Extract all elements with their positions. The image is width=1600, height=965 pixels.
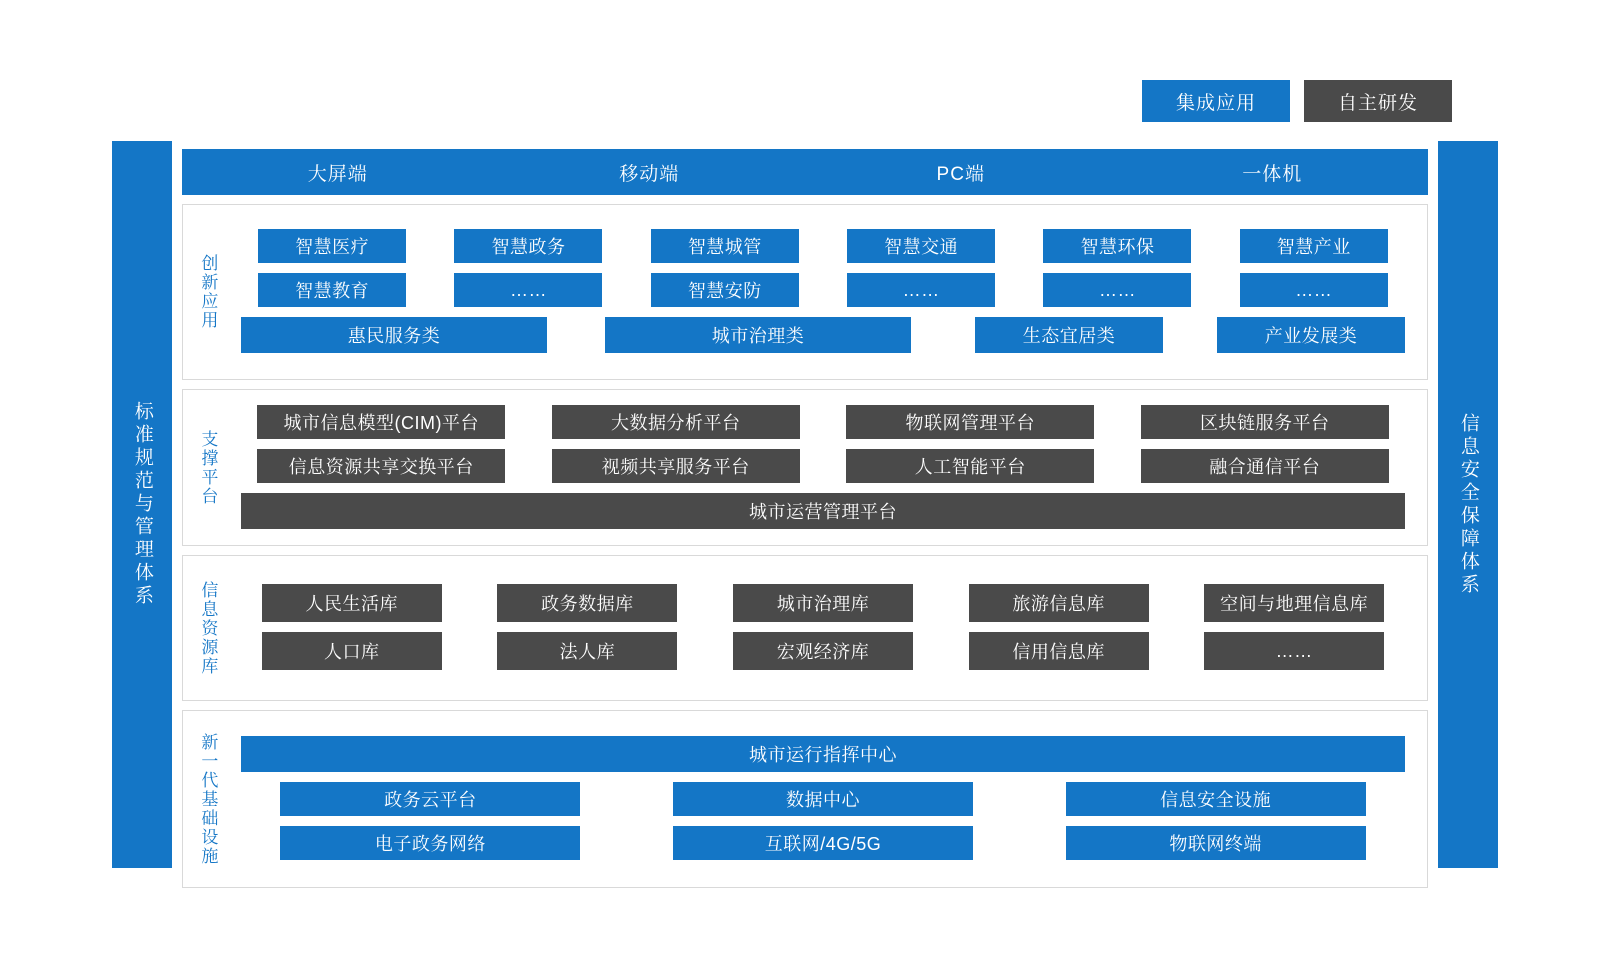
legend-item-self-developed [1304,80,1452,122]
section-innovative-application [182,204,1428,380]
app-smart-healthcare: 智慧医疗 [258,229,406,263]
section-body-information-resource [231,556,1427,700]
terminal-large-screen: 大屏端 [307,163,368,185]
application-cell [437,229,619,263]
application-categories-row [241,317,1405,353]
infrastructure-cell [634,782,1013,816]
left-sidebar-standards [112,141,172,868]
infra-government-cloud: 政务云平台 [280,782,580,816]
resource-cell [477,632,699,670]
support-cell [536,405,817,439]
resource-cell [1183,632,1405,670]
platform-ai: 人工智能平台 [846,449,1094,483]
legend-label: 自主研发 [1337,92,1418,114]
resource-cell [1183,584,1405,622]
resource-cell [477,584,699,622]
db-macro-economy: 宏观经济库 [733,632,913,670]
resource-cell [241,632,463,670]
app-more-1: …… [454,273,602,307]
category-eco-livable: 生态宜居类 [975,317,1163,353]
terminal-pc: PC端 [936,163,985,185]
support-row-2 [241,449,1405,483]
platform-iot: 物联网管理平台 [846,405,1094,439]
infra-egov-network: 电子政务网络 [280,826,580,860]
resource-cell [948,584,1170,622]
support-cell [1125,449,1406,483]
application-row-2 [241,273,1405,307]
infra-internet-4g-5g: 互联网/4G/5G [673,826,973,860]
terminal-all-in-one: 一体机 [1242,163,1303,185]
platform-city-operation-management: 城市运营管理平台 [241,493,1405,529]
right-sidebar-label: 信息安全保障体系 [1457,412,1479,597]
application-row-1 [241,229,1405,263]
db-credit-info: 信用信息库 [969,632,1149,670]
infra-data-center: 数据中心 [673,782,973,816]
support-cell [241,449,522,483]
architecture-diagram [112,141,1479,868]
application-cell [1026,229,1208,263]
infrastructure-cell [241,782,620,816]
platform-bigdata: 大数据分析平台 [552,405,800,439]
section-label-support-platform: 支撑平台 [198,429,218,506]
application-cell [634,229,816,263]
support-cell [536,449,817,483]
left-sidebar-label: 标准规范与管理体系 [131,401,153,608]
legend-item-integrated-application [1142,80,1290,122]
category-city-governance: 城市治理类 [605,317,911,353]
section-infrastructure [182,710,1428,888]
infrastructure-cell [1026,782,1405,816]
section-body-support-platform [231,390,1427,545]
app-more-3: …… [1043,273,1191,307]
resource-cell [712,584,934,622]
terminal-layer [182,149,1428,195]
section-body-innovative-application [231,205,1427,379]
db-people-life: 人民生活库 [262,584,442,622]
infrastructure-row-1 [241,782,1405,816]
resource-cell [948,632,1170,670]
app-smart-government: 智慧政务 [454,229,602,263]
app-smart-security: 智慧安防 [651,273,799,307]
infrastructure-cell [1026,826,1405,860]
app-smart-city-management: 智慧城管 [651,229,799,263]
category-industry-development: 产业发展类 [1217,317,1405,353]
app-smart-industry: 智慧产业 [1240,229,1388,263]
section-support-platform [182,389,1428,546]
infra-city-command-center: 城市运行指挥中心 [241,736,1405,772]
support-cell [830,449,1111,483]
application-cell [634,273,816,307]
application-cell [241,273,423,307]
infrastructure-cell [241,826,620,860]
support-cell [241,405,522,439]
platform-cim: 城市信息模型(CIM)平台 [257,405,505,439]
application-cell [1026,273,1208,307]
diagram-body [172,141,1438,868]
db-tourism-info: 旅游信息库 [969,584,1149,622]
legend [1142,80,1452,122]
category-public-service: 惠民服务类 [241,317,547,353]
resource-cell [241,584,463,622]
resource-row-2 [241,632,1405,670]
section-information-resource [182,555,1428,701]
app-smart-environment: 智慧环保 [1043,229,1191,263]
resource-cell [712,632,934,670]
right-sidebar-security [1438,141,1498,868]
app-more-2: …… [847,273,995,307]
db-spatial-geo-info: 空间与地理信息库 [1204,584,1384,622]
support-row-1 [241,405,1405,439]
section-label-innovative-application: 创新应用 [198,254,218,330]
resource-row-1 [241,584,1405,622]
db-more: …… [1204,632,1384,670]
section-body-infrastructure [231,711,1427,887]
legend-label: 集成应用 [1175,92,1256,114]
application-cell [830,273,1012,307]
application-cell [437,273,619,307]
support-cell [1125,405,1406,439]
platform-converged-comm: 融合通信平台 [1141,449,1389,483]
platform-info-exchange: 信息资源共享交换平台 [257,449,505,483]
db-legal-person: 法人库 [497,632,677,670]
platform-video-share: 视频共享服务平台 [552,449,800,483]
application-cell [1223,273,1405,307]
support-cell [830,405,1111,439]
platform-blockchain: 区块链服务平台 [1141,405,1389,439]
infra-iot-terminal: 物联网终端 [1066,826,1366,860]
infra-security-facility: 信息安全设施 [1066,782,1366,816]
db-government-data: 政务数据库 [497,584,677,622]
db-city-governance: 城市治理库 [733,584,913,622]
section-label-information-resource: 信息资源库 [198,580,218,676]
terminal-mobile: 移动端 [619,163,680,185]
section-label-infrastructure: 新一代基础设施 [198,732,218,866]
application-cell [830,229,1012,263]
app-smart-education: 智慧教育 [258,273,406,307]
infrastructure-row-2 [241,826,1405,860]
application-cell [1223,229,1405,263]
db-population: 人口库 [262,632,442,670]
application-cell [241,229,423,263]
infrastructure-cell [634,826,1013,860]
app-more-4: …… [1240,273,1388,307]
infrastructure-row-0 [241,736,1405,772]
support-row-3 [241,493,1405,529]
app-smart-transport: 智慧交通 [847,229,995,263]
